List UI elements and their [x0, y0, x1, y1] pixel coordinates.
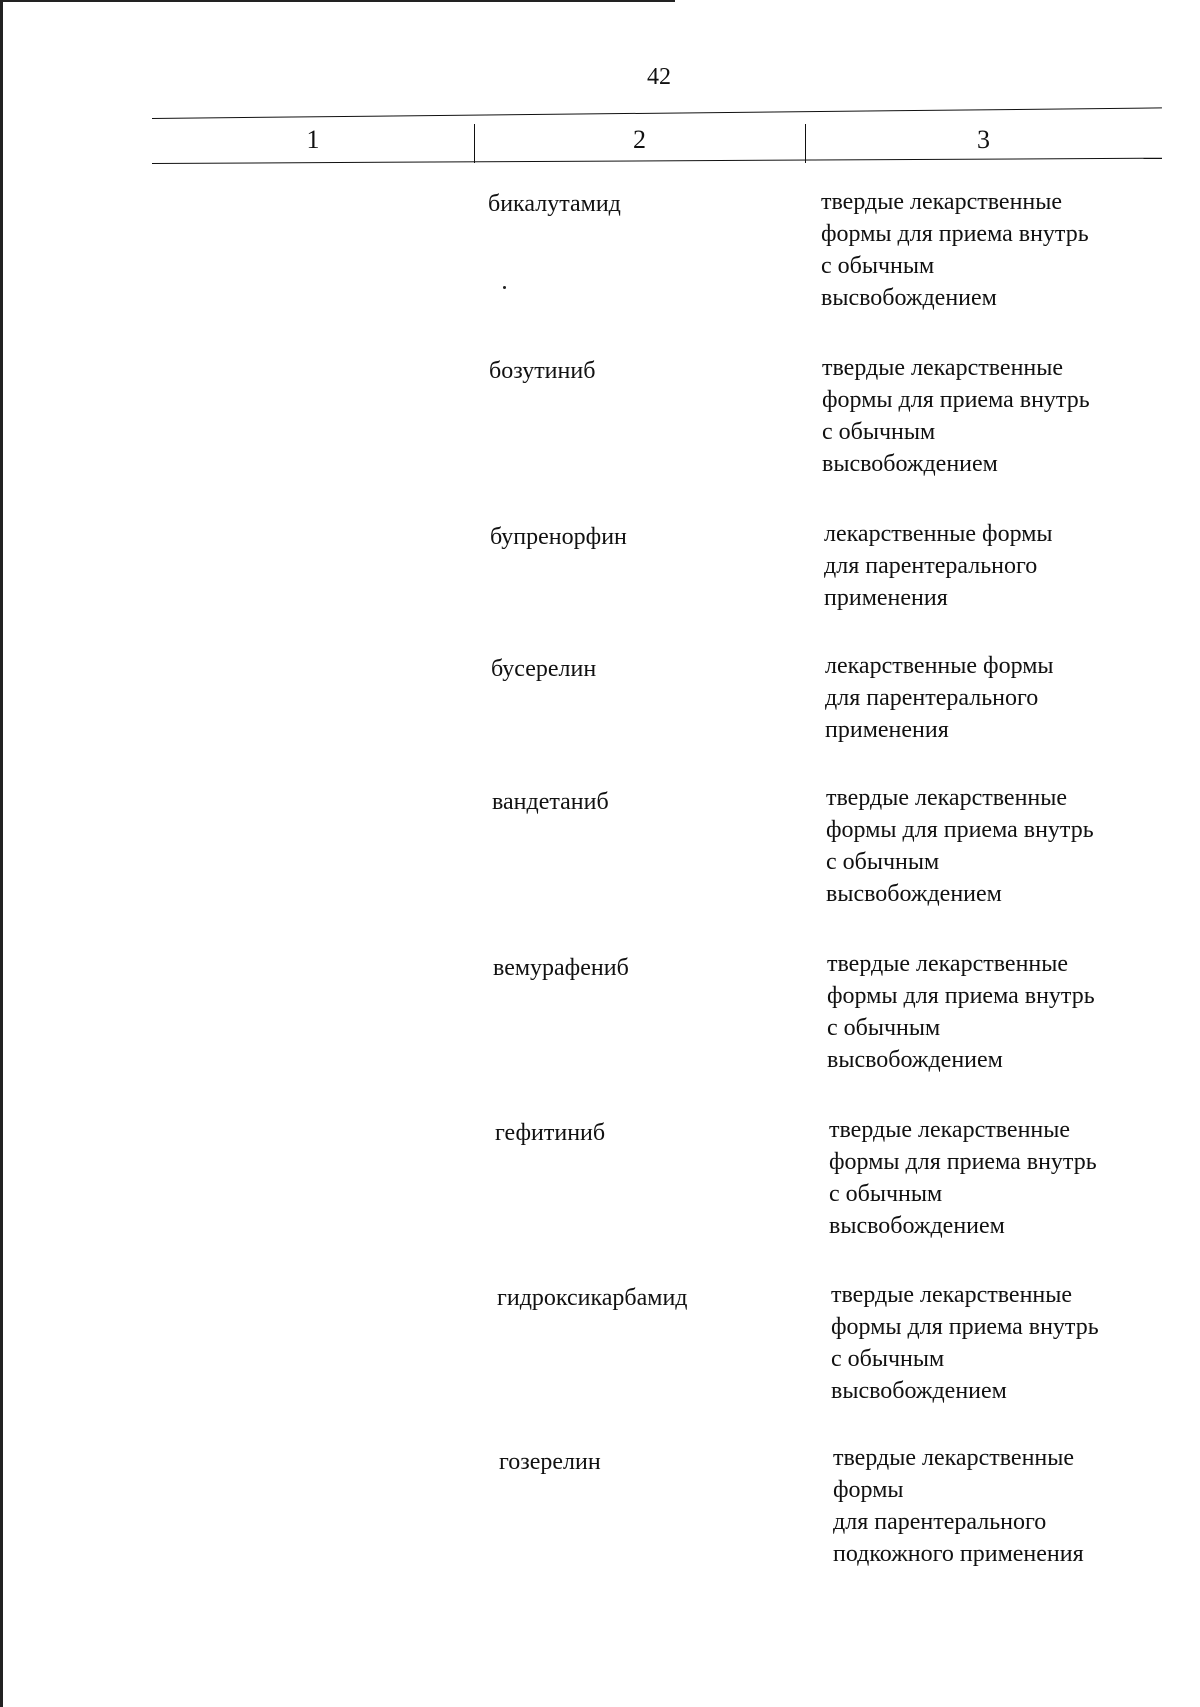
drug-name: бусерелин [491, 656, 597, 682]
dosage-form: твердые лекарственные формы для приема внутрь с обычным высвобождением [827, 951, 1095, 1073]
dosage-form: твердые лекарственные формы для приема внутрь с обычным высвобождением [822, 355, 1090, 477]
drug-name: гозерелин [499, 1449, 601, 1475]
drug-name: бупренорфин [490, 524, 627, 550]
column-header-3: 3 [977, 125, 990, 154]
drug-name: бозутиниб [489, 358, 596, 384]
drug-name: вемурафениб [493, 955, 629, 981]
dosage-form: лекарственные формы для парентерального применения [825, 653, 1054, 743]
drug-name: гефитиниб [495, 1120, 606, 1146]
dosage-form: твердые лекарственные формы для приема внутрь с обычным высвобождением [826, 785, 1094, 907]
table-header-top-rule [152, 107, 1162, 119]
drug-name: гидроксикарбамид [497, 1285, 688, 1311]
dosage-form: твердые лекарственные формы для парентерального подкожного применения [833, 1445, 1084, 1567]
drug-name: бикалутамид [488, 191, 621, 217]
dosage-form: твердые лекарственные формы для приема внутрь с обычным высвобождением [829, 1117, 1097, 1239]
page-number: 42 [647, 64, 671, 90]
drug-name: вандетаниб [492, 789, 609, 815]
scan-edge-top [0, 0, 675, 2]
dosage-form: твердые лекарственные формы для приема внутрь с обычным высвобождением [831, 1282, 1099, 1404]
scan-edge-left [0, 0, 3, 1707]
dosage-form: лекарственные формы для парентерального применения [824, 521, 1053, 611]
column-header-2: 2 [633, 125, 646, 154]
dosage-form: твердые лекарственные формы для приема внутрь с обычным высвобождением [821, 189, 1089, 311]
table-header-bottom-rule [152, 158, 1162, 164]
column-header-1: 1 [306, 125, 320, 154]
scan-speck [503, 286, 506, 289]
